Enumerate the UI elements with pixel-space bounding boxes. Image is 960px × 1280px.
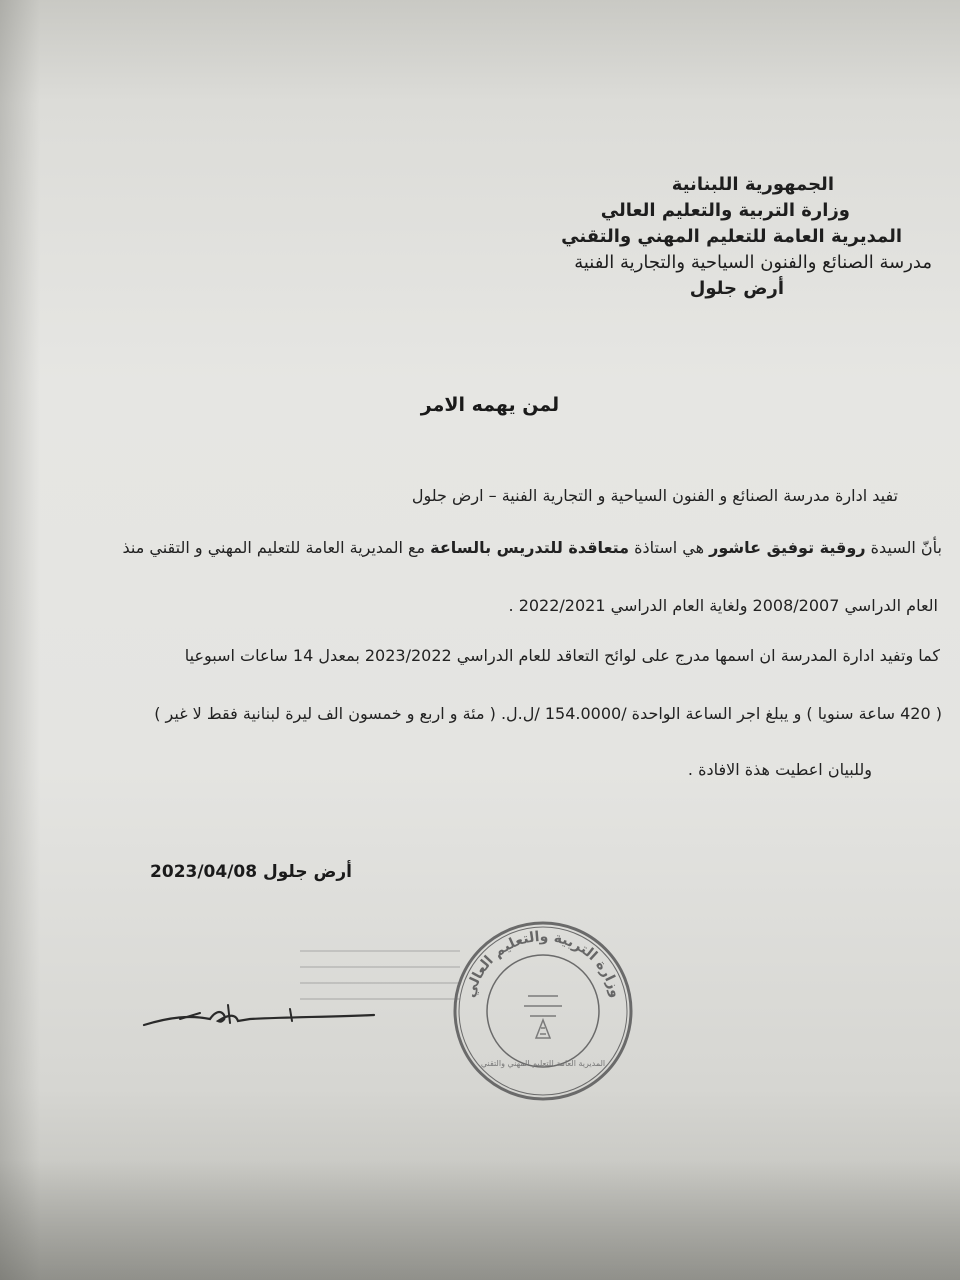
svg-text:وزارة التربية والتعليم العالي (462, 929, 623, 999)
document-heading (0, 394, 960, 416)
page-shadow-bottom (0, 1160, 960, 1280)
contract-type: متعاقدة للتدريس بالساعة (430, 538, 630, 557)
letterhead-school: مدرسة الصنائع والفنون السياحية والتجارية الفنية (574, 252, 932, 273)
letterhead-location: أرض جلول (689, 278, 784, 299)
body-line-2-intro: بأنّ السيدة (870, 538, 942, 557)
body-line-6: وللبيان اعطيت هذة الافادة . (687, 760, 872, 779)
signature (140, 995, 380, 1035)
letterhead-ministry: وزارة التربية والتعليم العالي (600, 200, 850, 221)
body-line-2-end: مع المديرية العامة للتعليم المهني و التقني منذ (122, 538, 426, 557)
letterhead-directorate: المديرية العامة للتعليم المهني والتقني (561, 226, 902, 247)
stamp-inner-text: المديرية العامة للتعليم المهني والتقني (480, 1059, 606, 1068)
body-line-3: العام الدراسي 2008/2007 ولغاية العام الدراسي 2022/2021 . (508, 596, 938, 615)
place-date: أرض جلول 2023/04/08 (150, 862, 352, 882)
body-line-1: تفيد ادارة مدرسة الصنائع و الفنون السياحية و التجارية الفنية – ارض جلول (411, 486, 898, 505)
letterhead-country: الجمهورية اللبنانية (671, 174, 834, 195)
body-line-2 (123, 538, 943, 557)
body-line-5: ( 420 ساعة سنويا ) و يبلغ اجر الساعة الواحدة /154.0000 /ل.ل. ( مئة و اربع و خمسون الف ليرة لبنانية فقط لا غير ) (154, 704, 942, 723)
official-stamp (448, 916, 638, 1106)
page-shadow-left (0, 0, 40, 1280)
body-line-4: كما وتفيد ادارة المدرسة ان اسمها مدرج على لوائح التعاقد للعام الدراسي 2023/2022 بمعدل 14 ساعات اسبوعيا (184, 646, 940, 665)
letterhead (372, 172, 932, 302)
heading-text: لمن يهمه الامر (420, 394, 560, 416)
person-name: روقية توفيق عاشور (709, 538, 866, 557)
stamp-outer-text: وزارة التربية والتعليم العالي (462, 928, 624, 1000)
body-line-2-mid: هي استاذة (634, 538, 705, 557)
